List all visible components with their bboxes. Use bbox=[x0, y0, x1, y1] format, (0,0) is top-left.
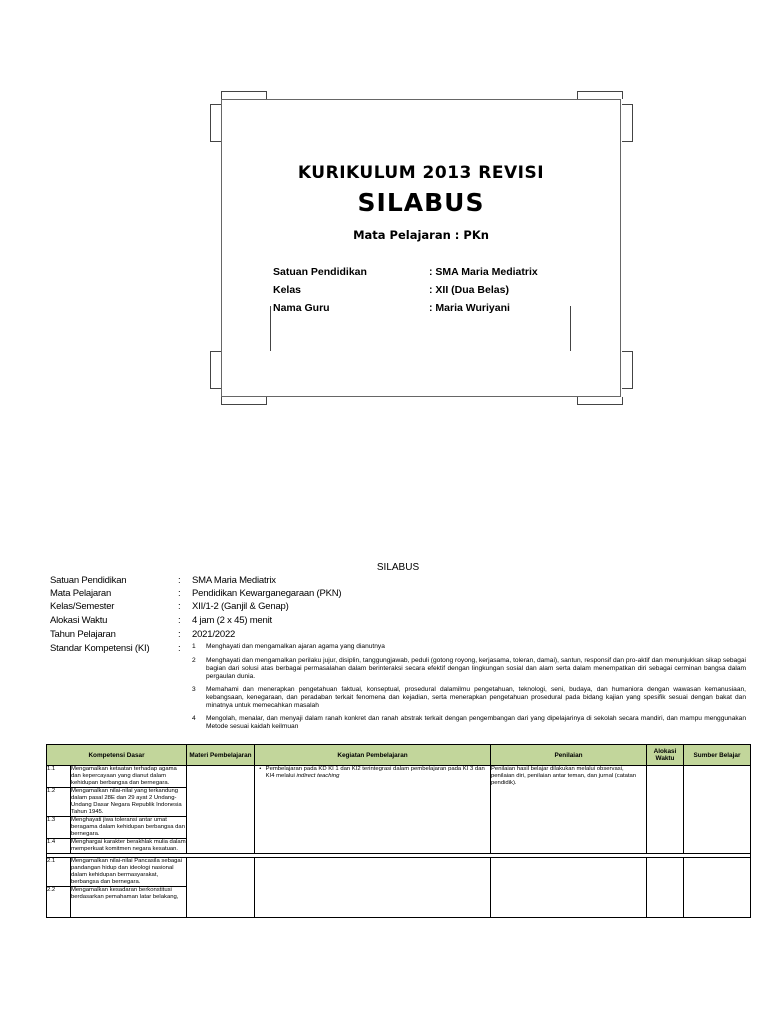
alokasi-cell bbox=[647, 858, 684, 918]
info-value-mapel: Pendidikan Kewarganegaraan (PKN) bbox=[192, 588, 342, 599]
header-kompetensi-dasar: Kompetensi Dasar bbox=[47, 745, 187, 766]
info-label-ki: Standar Kompetensi (KI) bbox=[50, 643, 150, 654]
info-label-kelas: Kelas/Semester bbox=[50, 601, 115, 612]
header-alokasi: Alokasi Waktu bbox=[647, 745, 684, 766]
info-label-alokasi: Alokasi Waktu bbox=[50, 615, 108, 626]
info-sep: : bbox=[178, 629, 181, 640]
cover-inner-line-right bbox=[570, 306, 571, 351]
cover-title: SILABUS bbox=[357, 188, 485, 217]
kd-text: Menghargai karakter berakhlak mulia dalam memperkuat komitmen negara kesatuan. bbox=[71, 839, 186, 852]
materi-cell bbox=[187, 858, 255, 918]
info-label-mapel: Mata Pelajaran bbox=[50, 588, 112, 599]
kegiatan-text-italic: indirect teaching bbox=[296, 773, 340, 779]
kd-text: Mengamalkan nilai-nilai Pancasila sebagai pandangan hidup dan ideologi nasional dalam kehidupan bermasyarakat, berbangsa dan bernegara. bbox=[71, 858, 187, 887]
cover-label-satuan: Satuan Pendidikan bbox=[273, 266, 367, 278]
cover-frame bbox=[221, 99, 621, 397]
info-sep: : bbox=[178, 575, 181, 586]
ki-number: 2 bbox=[192, 657, 196, 664]
cover-corner-bottom-right bbox=[577, 397, 623, 405]
info-sep: : bbox=[178, 615, 181, 626]
info-value-kelas: XII/1-2 (Ganjil & Genap) bbox=[192, 601, 289, 612]
cover-inner-line-left bbox=[270, 306, 271, 351]
info-sep: : bbox=[178, 588, 181, 599]
table-row bbox=[47, 766, 751, 788]
cover-corner-top-right bbox=[577, 91, 623, 99]
sumber-cell bbox=[684, 766, 751, 854]
kd-text: Menghayati jiwa toleransi antar umat beragama dalam kehidupan berbangsa dan bernegara. bbox=[71, 817, 185, 837]
header-materi: Materi Pembelajaran bbox=[187, 745, 255, 766]
cover-corner-right-bottom bbox=[622, 351, 633, 389]
cover-subject: Mata Pelajaran : PKn bbox=[353, 228, 489, 242]
info-sep: : bbox=[178, 643, 181, 654]
penilaian-cell: Penilaian hasil belajar dilakukan melalui observasi, penilaian diri, penilaian antar teman, dan jurnal (catatan pendidik). bbox=[491, 766, 647, 854]
kd-text: Mengamalkan ketaatan terhadap agama dan kepercayaan yang dianut dalam kehidupan berbangsa dan bernegara. bbox=[71, 766, 187, 788]
materi-cell bbox=[187, 766, 255, 854]
kd-number: 1.3 bbox=[47, 817, 71, 839]
kd-number: 1.2 bbox=[47, 788, 71, 817]
ki-text: Menghayati dan mengamalkan perilaku jujur, disiplin, tanggungjawab, peduli (gotong royong, kerjasama, toleran, damai), santun, responsif dan pro-aktif dan menunjukkan sikap sebagai bagian dari solusi atas berbagai permasalahan dalam berinteraksi secara efektif dengan lingkungan sosial dan alam serta dalam menempatkan diri sebagai cerminan bangsa dalam pergaulan dunia. bbox=[206, 657, 746, 680]
kd-number: 1.1 bbox=[47, 766, 71, 788]
sumber-cell bbox=[684, 858, 751, 918]
table-header-row bbox=[47, 745, 751, 766]
info-label-tahun: Tahun Pelajaran bbox=[50, 629, 116, 640]
cover-value-kelas: : XII (Dua Belas) bbox=[429, 284, 509, 296]
kd-text: Mengamalkan kesadaran berkonstitusi berdasarkan pemahaman latar belakang, bbox=[71, 887, 187, 918]
cover-corner-left-top bbox=[210, 104, 221, 142]
cover-corner-top-left bbox=[221, 91, 267, 99]
kd-number: 2.2 bbox=[47, 887, 71, 918]
cover-value-satuan: : SMA Maria Mediatrix bbox=[429, 266, 538, 278]
cover-heading: KURIKULUM 2013 REVISI bbox=[297, 163, 545, 183]
ki-text: Mengolah, menalar, dan menyaji dalam ranah konkret dan ranah abstrak terkait dengan pengembangan dari yang dipelajarinya di sekolah secara mandiri, dan mampu menggunakan Metode sesuai kaidah keilmuan bbox=[206, 715, 746, 730]
cover-corner-right-top bbox=[622, 104, 633, 142]
header-penilaian: Penilaian bbox=[491, 745, 647, 766]
ki-number: 1 bbox=[192, 643, 196, 650]
bullet-icon: • bbox=[259, 766, 262, 772]
kd-number: 2.1 bbox=[47, 858, 71, 887]
cover-corner-left-bottom bbox=[210, 351, 221, 389]
syllabus-table bbox=[46, 744, 751, 918]
table-row bbox=[47, 858, 751, 887]
ki-number: 3 bbox=[192, 686, 196, 693]
kd-text: Mengamalkan nilai-nilai yang terkandung dalam pasal 28E dan 29 ayat 2 Undang-Undang Dasar Negara Republik Indonesia Tahun 1945. bbox=[71, 788, 187, 817]
kegiatan-cell bbox=[255, 766, 491, 854]
cover-value-guru: : Maria Wuriyani bbox=[429, 302, 510, 314]
doc-title: SILABUS bbox=[376, 562, 420, 573]
ki-number: 4 bbox=[192, 715, 196, 722]
ki-text: Menghayati dan mengamalkan ajaran agama yang dianutnya bbox=[206, 643, 385, 650]
cover-label-kelas: Kelas bbox=[273, 284, 302, 296]
cover-corner-bottom-left bbox=[221, 397, 267, 405]
penilaian-cell bbox=[491, 858, 647, 918]
header-sumber: Sumber Belajar bbox=[684, 745, 751, 766]
alokasi-cell bbox=[647, 766, 684, 854]
info-value-alokasi: 4 jam (2 x 45) menit bbox=[192, 615, 272, 626]
header-kegiatan: Kegiatan Pembelajaran bbox=[255, 745, 491, 766]
kegiatan-cell bbox=[255, 858, 491, 918]
info-label-satuan: Satuan Pendidikan bbox=[50, 575, 127, 586]
kegiatan-text: Pembelajaran pada KD KI 1 dan KI2 terintegrasi dalam pembelajaran pada KI 3 dan KI4 melalui bbox=[265, 766, 485, 779]
info-sep: : bbox=[178, 601, 181, 612]
info-value-tahun: 2021/2022 bbox=[192, 629, 236, 640]
cover-label-guru: Nama Guru bbox=[273, 302, 330, 314]
kd-number: 1.4 bbox=[47, 839, 71, 854]
info-value-satuan: SMA Maria Mediatrix bbox=[192, 575, 276, 586]
ki-text: Memahami dan menerapkan pengetahuan faktual, konseptual, prosedural dalamilmu pengetahuan, teknologi, seni, budaya, dan humaniora dengan wawasan kemanusiaan, kebangsaan, kenegaraan, dan peradaban terkait fenomena dan kejadian, serta menerapkan pengetahuan prosedural pada bidang kajian yang spesifik sesuai dengan bakat dan minatnya untuk memecahkan masalah bbox=[206, 686, 746, 709]
